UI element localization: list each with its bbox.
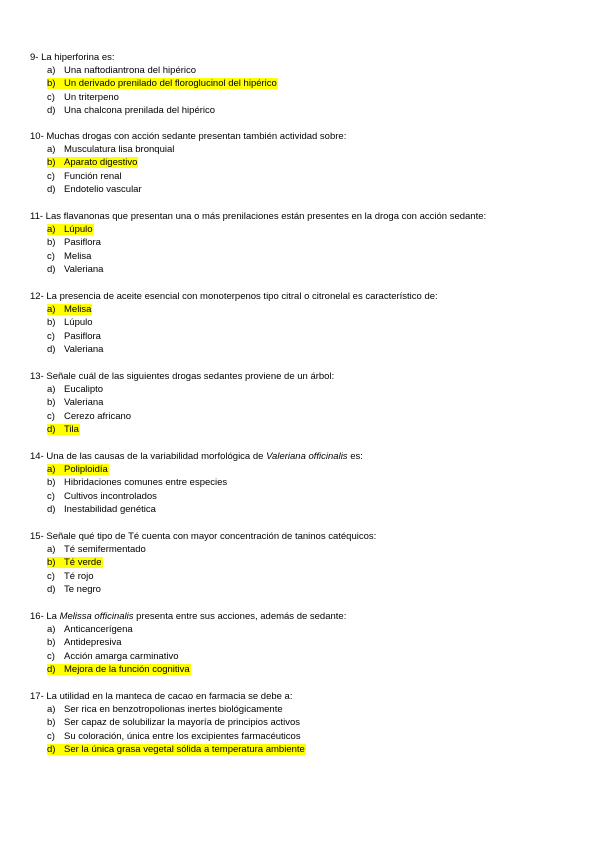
option-a	[30, 703, 575, 716]
highlight-mark	[47, 224, 94, 235]
option-text: Melisa	[64, 304, 92, 315]
question-16	[30, 610, 575, 677]
option-text: Anticancerígena	[64, 624, 133, 635]
option-letter: b)	[47, 237, 56, 249]
option-text: Una naftodiantrona del hipérico	[64, 65, 197, 76]
option-letter: b)	[47, 157, 56, 169]
question-number: 10-	[30, 131, 44, 142]
species-name: Melissa officinalis	[59, 611, 134, 622]
question-number: 16-	[30, 611, 44, 622]
option-text: Antidepresiva	[64, 637, 122, 649]
option-text: Valeriana	[64, 397, 104, 409]
option-d-highlighted	[30, 743, 575, 756]
option-letter: c)	[47, 410, 55, 422]
option-a	[30, 64, 575, 77]
question-text	[30, 530, 575, 543]
option-list	[30, 543, 575, 597]
option-c	[30, 170, 575, 183]
option-c	[30, 490, 575, 503]
option-letter: b)	[47, 557, 56, 569]
question-11	[30, 210, 575, 277]
option-list	[30, 703, 575, 757]
option-text: Cultivos incontrolados	[64, 490, 157, 502]
question-number: 17-	[30, 691, 44, 702]
option-letter: c)	[47, 330, 55, 342]
option-letter: b)	[47, 397, 56, 409]
option-text: Musculatura lisa bronquial	[64, 144, 175, 155]
option-letter: c)	[47, 170, 55, 182]
option-b	[30, 396, 575, 409]
option-a-highlighted	[30, 303, 575, 316]
question-text	[30, 370, 575, 383]
option-letter: d)	[47, 344, 56, 356]
option-letter: b)	[47, 717, 56, 729]
highlight-mark	[47, 78, 278, 89]
option-text: Té semifermentado	[64, 544, 146, 555]
question-text	[30, 130, 575, 143]
option-list	[30, 64, 575, 118]
option-text: Aparato digestivo	[64, 157, 138, 169]
option-letter: c)	[47, 570, 55, 582]
question-number: 11-	[30, 211, 44, 222]
question-13	[30, 370, 575, 437]
question-text	[30, 210, 575, 223]
option-letter: c)	[47, 91, 55, 103]
option-text: Un triterpeno	[64, 91, 119, 103]
option-text: Mejora de la función cognitiva	[64, 664, 190, 676]
option-letter: d)	[47, 105, 56, 117]
highlight-mark	[47, 464, 109, 475]
highlight-mark	[47, 157, 138, 168]
option-letter: b)	[47, 477, 56, 489]
option-b	[30, 636, 575, 649]
option-list	[30, 623, 575, 677]
highlight-mark	[47, 664, 191, 675]
question-number: 12-	[30, 291, 44, 302]
option-text: Ser la única grasa vegetal sólida a temperatura ambiente	[64, 744, 305, 756]
question-14	[30, 450, 575, 517]
question-text	[30, 690, 575, 703]
option-d-highlighted	[30, 663, 575, 676]
option-text: Una chalcona prenilada del hipérico	[64, 105, 216, 117]
option-text: Endotelio vascular	[64, 184, 142, 196]
option-b	[30, 316, 575, 329]
option-d	[30, 343, 575, 356]
option-text: Té rojo	[64, 570, 94, 582]
option-d-highlighted	[30, 423, 575, 436]
option-list	[30, 463, 575, 517]
option-c	[30, 330, 575, 343]
question-prompt: Señale cuál de las siguientes drogas sedantes proviene de un árbol:	[46, 371, 335, 382]
option-a-highlighted	[30, 463, 575, 476]
option-text: Tila	[64, 424, 79, 436]
option-letter: d)	[47, 744, 56, 756]
option-text: Valeriana	[64, 264, 104, 276]
option-letter: b)	[47, 637, 56, 649]
option-text: Hibridaciones comunes entre especies	[64, 477, 228, 489]
question-text	[30, 610, 575, 623]
option-text: Ser capaz de solubilizar la mayoría de principios activos	[64, 717, 301, 729]
question-number: 13-	[30, 371, 44, 382]
question-10	[30, 130, 575, 197]
option-a	[30, 143, 575, 156]
question-prompt: Las flavanonas que presentan una o más prenilaciones están presentes en la droga con acción sedante:	[45, 211, 487, 222]
option-letter: b)	[47, 317, 56, 329]
question-number: 14-	[30, 451, 44, 462]
option-letter: a)	[47, 224, 56, 235]
option-b	[30, 236, 575, 249]
option-letter: a)	[47, 384, 56, 395]
option-d	[30, 503, 575, 516]
question-prompt-end: presenta entre sus acciones, además de sedante:	[133, 611, 347, 622]
option-text: Lúpulo	[64, 224, 93, 235]
question-prompt: Muchas drogas con acción sedante presentan también actividad sobre:	[46, 131, 347, 142]
option-text: Te negro	[64, 584, 101, 596]
option-letter: a)	[47, 304, 56, 315]
option-d	[30, 183, 575, 196]
option-letter: a)	[47, 704, 56, 715]
question-text	[30, 51, 575, 64]
option-c	[30, 570, 575, 583]
option-a	[30, 383, 575, 396]
option-text: Cerezo africano	[64, 410, 132, 422]
option-text: Melisa	[64, 250, 92, 262]
question-prompt: La utilidad en la manteca de cacao en farmacia se debe a:	[46, 691, 293, 702]
question-text	[30, 450, 575, 463]
option-b-highlighted	[30, 156, 575, 169]
option-text: Su coloración, única entre los excipientes farmacéuticos	[64, 730, 301, 742]
option-text: Poliploidía	[64, 464, 108, 475]
option-c	[30, 730, 575, 743]
option-letter: d)	[47, 424, 56, 436]
option-letter: a)	[47, 624, 56, 635]
question-15	[30, 530, 575, 597]
question-text	[30, 290, 575, 303]
option-list	[30, 223, 575, 277]
question-prompt: La hiperforina es:	[41, 52, 115, 63]
option-a	[30, 623, 575, 636]
question-prompt-start: Una de las causas de la variabilidad morfológica de	[46, 451, 267, 462]
question-prompt: Señale qué tipo de Té cuenta con mayor concentración de taninos catéquicos:	[46, 531, 377, 542]
option-a	[30, 543, 575, 556]
option-b	[30, 716, 575, 729]
question-prompt-end: es:	[347, 451, 363, 462]
option-b-highlighted	[30, 77, 575, 90]
question-number: 15-	[30, 531, 44, 542]
option-d	[30, 104, 575, 117]
question-12	[30, 290, 575, 357]
option-letter: b)	[47, 78, 56, 90]
option-text: Valeriana	[64, 344, 104, 356]
option-b	[30, 476, 575, 489]
option-letter: c)	[47, 650, 55, 662]
species-name: Valeriana officinalis	[266, 451, 348, 462]
option-letter: c)	[47, 490, 55, 502]
option-letter: d)	[47, 504, 56, 516]
option-text: Un derivado prenilado del floroglucinol del hipérico	[64, 78, 277, 90]
option-text: Ser rica en benzotropolionas inertes biológicamente	[64, 704, 283, 715]
option-b-highlighted	[30, 556, 575, 569]
highlight-mark	[47, 557, 103, 568]
option-text: Eucalipto	[64, 384, 104, 395]
option-letter: d)	[47, 584, 56, 596]
option-letter: c)	[47, 730, 55, 742]
option-c	[30, 250, 575, 263]
option-text: Té verde	[64, 557, 102, 569]
option-letter: a)	[47, 144, 56, 155]
highlight-mark	[47, 424, 80, 435]
option-list	[30, 383, 575, 437]
option-text: Pasiflora	[64, 330, 101, 342]
option-d	[30, 583, 575, 596]
option-letter: c)	[47, 250, 55, 262]
option-c	[30, 650, 575, 663]
option-list	[30, 143, 575, 197]
option-text: Inestabilidad genética	[64, 504, 156, 516]
question-prompt-start: La	[46, 611, 60, 622]
option-letter: a)	[47, 544, 56, 555]
option-list	[30, 303, 575, 357]
option-text: Pasiflora	[64, 237, 101, 249]
option-letter: d)	[47, 664, 56, 676]
option-text: Acción amarga carminativo	[64, 650, 179, 662]
question-prompt: La presencia de aceite esencial con monoterpenos tipo citral o citronelal es característico de:	[46, 291, 438, 302]
option-letter: a)	[47, 65, 56, 76]
option-c	[30, 91, 575, 104]
option-text: Lúpulo	[64, 317, 93, 329]
question-17	[30, 690, 575, 757]
option-c	[30, 410, 575, 423]
option-d	[30, 263, 575, 276]
highlight-mark	[47, 744, 306, 755]
option-a-highlighted	[30, 223, 575, 236]
option-text: Función renal	[64, 170, 122, 182]
option-letter: d)	[47, 264, 56, 276]
option-letter: a)	[47, 464, 56, 475]
highlight-mark	[47, 304, 92, 315]
question-number: 9-	[30, 52, 39, 63]
question-9	[30, 51, 575, 118]
option-letter: d)	[47, 184, 56, 196]
